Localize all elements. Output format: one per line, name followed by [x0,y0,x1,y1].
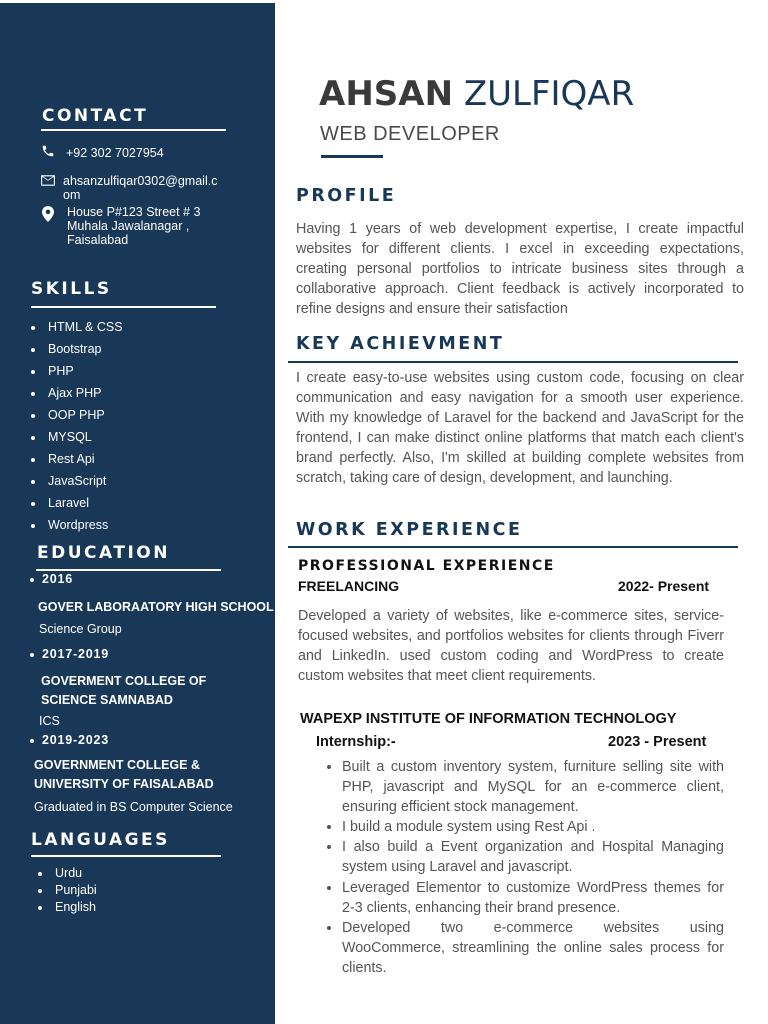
language-item: Punjabi [38,882,97,899]
full-name [319,74,634,114]
list-item: Leveraged Elementor to customize WordPress themes for 2-3 clients, enhancing their brand presence. [342,878,724,918]
education-detail: ICS [39,714,60,728]
skill-item: MYSQL [31,426,123,448]
profile-text: Having 1 years of web development expertise, I create impactful websites for different clients. I excel in exceeding expectations, creating personal portfolios to intricate business sites through a collaborative approach. Client feedback is actively incorporated to refine designs and ensure their satisfaction [296,221,744,318]
skill-item: Wordpress [31,514,123,536]
internship-dates: 2023 - Present [608,734,707,750]
education-detail: Graduated in BS Computer Science [34,800,233,814]
skills-list [31,316,123,536]
skill-item: Bootstrap [31,338,123,360]
skill-item: PHP [31,360,123,382]
main-content [275,0,768,1024]
contact-phone[interactable]: +92 302 7027954 [66,146,164,160]
list-item: I build a module system using Rest Api . [342,817,724,837]
email-icon [41,175,55,186]
work-heading: WORK EXPERIENCE [296,520,523,540]
location-pin-icon [42,206,54,222]
skills-heading: SKILLS [31,279,112,299]
contact-divider [41,129,226,131]
role-underline [321,155,383,158]
profile-heading: PROFILE [296,186,397,206]
skill-item: OOP PHP [31,404,123,426]
education-heading: EDUCATION [37,543,170,563]
education-years: 2016 [30,572,73,586]
education-detail: Science Group [39,622,122,636]
list-item: Built a custom inventory system, furniture selling site with PHP, javascript and MySQL for an e-commerce client, ensuring efficient stock management. [342,757,724,817]
education-years: 2019-2023 [30,733,109,747]
list-item: I also build a Event organization and Hospital Managing system using Laravel and javascript. [342,837,724,877]
achievement-text: I create easy-to-use websites using custom code, focusing on clear communication and easy navigation for a smooth user experience. With my knowledge of Laravel for the backend and JavaScript for the frontend, I can make distinct online platforms that match each client's brand perfectly. Also, I'm skilled at building complete websites from scratch, taking care of design, development, and launching. [296,370,744,487]
achievement-divider [288,361,738,363]
list-item: Developed two e-commerce websites using WooCommerce, streamlining the online sales process for clients. [342,918,724,978]
skills-divider [31,306,216,308]
job-role: WEB DEVELOPER [320,123,500,145]
last-name: ZULFIQAR [463,74,635,114]
languages-list [38,865,97,916]
education-years: 2017-2019 [30,647,109,661]
education-divider [36,569,221,571]
work-divider [288,546,738,548]
contact-address: House P#123 Street # 3 Muhala Jawalanagar , Faisalabad [67,205,201,247]
skill-item: HTML & CSS [31,316,123,338]
job-dates: 2022- Present [618,578,710,594]
contact-email[interactable]: ahsanzulfiqar0302@gmail.com [63,174,218,202]
achievement-heading: KEY ACHIEVMENT [296,334,505,354]
company-name: WAPEXP INSTITUTE OF INFORMATION TECHNOLOGY [300,711,677,727]
education-school: GOVER LABORAATORY HIGH SCHOOL [38,600,274,614]
education-school: GOVERNMENT COLLEGE & UNIVERSITY OF FAISALABAD [34,758,214,791]
contact-heading: CONTACT [42,106,149,126]
job-description: Developed a variety of websites, like e-commerce sites, service- focused websites, and portfolios websites for clients through Fiverr and LinkedIn. used custom coding and WordPress to create custom websites that meet client requirements. [298,608,724,685]
professional-subheading: PROFESSIONAL EXPERIENCE [298,558,555,574]
language-item: English [38,899,97,916]
education-school: GOVERMENT COLLEGE OF SCIENCE SAMNABAD [41,674,207,707]
skill-item: Ajax PHP [31,382,123,404]
languages-heading: LANGUAGES [31,830,170,850]
skill-item: Rest Api [31,448,123,470]
internship-bullets [342,757,724,978]
languages-divider [31,855,221,857]
skill-item: Laravel [31,492,123,514]
language-item: Urdu [38,865,97,882]
job-title: FREELANCING [298,578,400,594]
phone-icon [41,144,55,158]
sidebar [0,3,275,1024]
skill-item: JavaScript [31,470,123,492]
internship-title: Internship:- [316,734,396,750]
first-name: AHSAN [319,74,454,114]
